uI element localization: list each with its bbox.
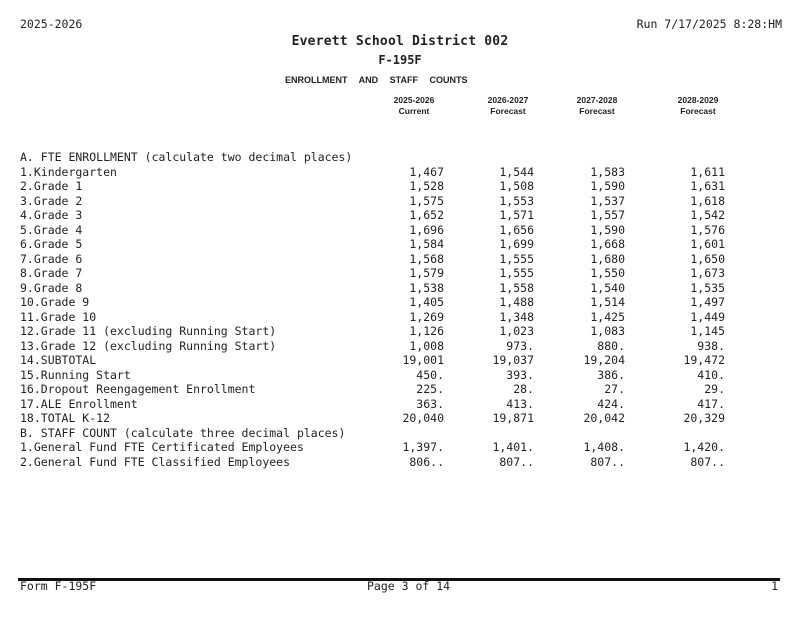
row-label: 8.Grade 7	[20, 266, 83, 280]
row-value: 1,401.	[492, 440, 534, 454]
row-value: 386.	[597, 367, 625, 382]
row-value: 20,042	[583, 411, 625, 425]
row-label: 14.SUBTOTAL	[20, 353, 97, 367]
row-value: 1,555	[499, 266, 534, 280]
row-value: 424.	[597, 396, 625, 411]
row-value: 1,514	[590, 295, 625, 309]
column-header-forecast-2	[557, 95, 637, 117]
table-row	[0, 324, 800, 339]
table-row	[0, 397, 800, 412]
row-value: 1,583	[590, 164, 625, 179]
table-row	[0, 281, 800, 296]
row-value: 880.	[597, 338, 625, 353]
row-value: 1,668	[590, 237, 625, 251]
row-label: 9.Grade 8	[20, 280, 83, 295]
row-value: 1,656	[499, 222, 534, 237]
report-subtitle: ENROLLMENT AND STAFF COUNTS	[285, 75, 468, 85]
row-value: 1,535	[690, 280, 725, 295]
column-label: Forecast	[490, 106, 526, 116]
row-value: 973.	[506, 338, 534, 353]
table-row	[0, 382, 800, 397]
row-label: B. STAFF COUNT (calculate three decimal places)	[20, 425, 346, 440]
row-value: 1,611	[690, 164, 725, 179]
row-label: 4.Grade 3	[20, 208, 83, 222]
row-value: 1,408.	[583, 440, 625, 454]
row-value: 20,329	[683, 411, 725, 425]
row-value: 1,568	[409, 251, 444, 266]
fiscal-year-header: 2025-2026	[20, 17, 83, 31]
row-value: 1,590	[590, 179, 625, 193]
row-value: 1,579	[409, 266, 444, 280]
row-value: 363.	[416, 396, 444, 411]
row-value: 19,871	[492, 411, 534, 425]
row-value: 1,397.	[402, 440, 444, 454]
row-value: 1,575	[409, 193, 444, 208]
row-label: 2.General Fund FTE Classified Employees	[20, 454, 291, 469]
row-value: 1,544	[499, 164, 534, 179]
row-value: 413.	[506, 396, 534, 411]
row-label: 3.Grade 2	[20, 193, 83, 208]
row-label: 18.TOTAL K-12	[20, 411, 111, 425]
row-value: 1,023	[499, 324, 534, 338]
row-value: 1,601	[690, 237, 725, 251]
row-value: 1,467	[409, 164, 444, 179]
row-value: 1,449	[690, 309, 725, 324]
row-value: 29.	[704, 382, 725, 396]
row-value: 1,590	[590, 222, 625, 237]
row-value: 1,584	[409, 237, 444, 251]
row-value: 1,555	[499, 251, 534, 266]
row-value: 1,405	[409, 295, 444, 309]
footer-form-name: Form F-195F	[20, 579, 97, 593]
column-header-forecast-1	[468, 95, 548, 117]
table-row	[0, 179, 800, 194]
row-label: 6.Grade 5	[20, 237, 83, 251]
row-value: 1,528	[409, 179, 444, 193]
table-row	[0, 411, 800, 426]
footer-page-number: Page 3 of 14	[367, 579, 451, 593]
row-label: 11.Grade 10	[20, 309, 97, 324]
table-row	[0, 150, 800, 165]
row-value: 1,553	[499, 193, 534, 208]
table-row	[0, 353, 800, 368]
column-year: 2028-2029	[677, 95, 719, 105]
table-row	[0, 165, 800, 180]
table-row	[0, 194, 800, 209]
row-label: 16.Dropout Reengagement Enrollment	[20, 382, 256, 396]
table-row	[0, 339, 800, 354]
row-value: 1,083	[590, 324, 625, 338]
row-value: 1,652	[409, 208, 444, 222]
row-value: 807..	[690, 454, 725, 469]
table-row	[0, 252, 800, 267]
row-value: 410.	[697, 367, 725, 382]
row-value: 1,425	[590, 309, 625, 324]
row-label: 17.ALE Enrollment	[20, 396, 138, 411]
table-row	[0, 368, 800, 383]
row-value: 1,557	[590, 208, 625, 222]
row-value: 393.	[506, 367, 534, 382]
row-value: 1,680	[590, 251, 625, 266]
row-label: 1.General Fund FTE Certificated Employees	[20, 440, 304, 454]
enrollment-table	[0, 150, 800, 469]
table-row	[0, 266, 800, 281]
row-value: 1,420.	[683, 440, 725, 454]
row-value: 1,699	[499, 237, 534, 251]
row-label: 7.Grade 6	[20, 251, 83, 266]
row-value: 938.	[697, 338, 725, 353]
row-label: 5.Grade 4	[20, 222, 83, 237]
row-value: 1,558	[499, 280, 534, 295]
column-label: Forecast	[579, 106, 615, 116]
table-row	[0, 223, 800, 238]
row-value: 806..	[409, 454, 444, 469]
row-label: 10.Grade 9	[20, 295, 90, 309]
row-value: 20,040	[402, 411, 444, 425]
row-label: 15.Running Start	[20, 367, 131, 382]
table-row	[0, 455, 800, 470]
row-label: A. FTE ENROLLMENT (calculate two decimal places)	[20, 150, 353, 164]
row-value: 450.	[416, 367, 444, 382]
row-value: 1,542	[690, 208, 725, 222]
row-value: 1,650	[690, 251, 725, 266]
row-value: 1,508	[499, 179, 534, 193]
row-value: 27.	[604, 382, 625, 396]
row-value: 19,037	[492, 353, 534, 367]
row-value: 1,145	[690, 324, 725, 338]
row-value: 1,550	[590, 266, 625, 280]
table-row	[0, 426, 800, 441]
row-value: 1,696	[409, 222, 444, 237]
column-label: Forecast	[680, 106, 716, 116]
footer-sequence: 1	[771, 579, 778, 593]
row-label: 13.Grade 12 (excluding Running Start)	[20, 338, 277, 353]
row-label: 12.Grade 11 (excluding Running Start)	[20, 324, 277, 338]
table-row	[0, 440, 800, 455]
row-value: 1,497	[690, 295, 725, 309]
row-value: 1,571	[499, 208, 534, 222]
table-row	[0, 208, 800, 223]
column-header-forecast-3	[658, 95, 738, 117]
row-value: 1,126	[409, 324, 444, 338]
column-year: 2025-2026	[393, 95, 435, 105]
row-value: 19,204	[583, 353, 625, 367]
run-timestamp: Run 7/17/2025 8:28:HM	[636, 17, 782, 31]
table-row	[0, 295, 800, 310]
table-row	[0, 237, 800, 252]
row-value: 1,348	[499, 309, 534, 324]
form-title: F-195F	[378, 53, 422, 67]
district-title: Everett School District 002	[291, 34, 509, 49]
row-value: 1,673	[690, 266, 725, 280]
row-label: 2.Grade 1	[20, 179, 83, 193]
row-label: 1.Kindergarten	[20, 164, 117, 179]
row-value: 1,618	[690, 193, 725, 208]
row-value: 807..	[499, 454, 534, 469]
row-value: 1,488	[499, 295, 534, 309]
row-value: 1,537	[590, 193, 625, 208]
row-value: 1,538	[409, 280, 444, 295]
column-year: 2026-2027	[487, 95, 529, 105]
row-value: 28.	[513, 382, 534, 396]
row-value: 1,008	[409, 338, 444, 353]
row-value: 1,269	[409, 309, 444, 324]
column-label: Current	[398, 106, 430, 116]
row-value: 19,001	[402, 353, 444, 367]
row-value: 807..	[590, 454, 625, 469]
row-value: 1,540	[590, 280, 625, 295]
row-value: 1,631	[690, 179, 725, 193]
column-header-current	[374, 95, 454, 117]
row-value: 417.	[697, 396, 725, 411]
table-row	[0, 310, 800, 325]
row-value: 225.	[416, 382, 444, 396]
row-value: 1,576	[690, 222, 725, 237]
column-year: 2027-2028	[576, 95, 618, 105]
row-value: 19,472	[683, 353, 725, 367]
